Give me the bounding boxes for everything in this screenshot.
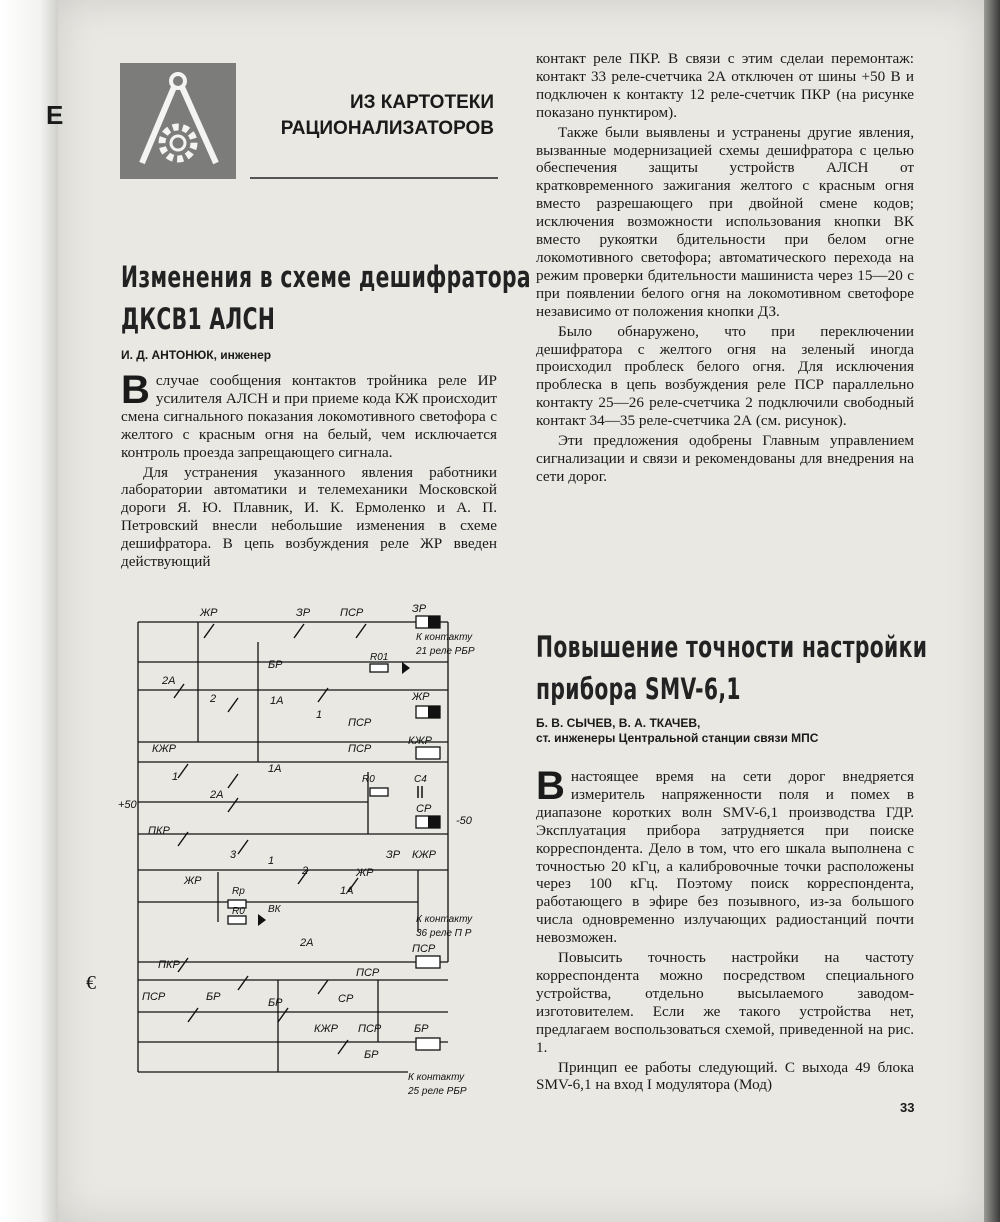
label-k-contact: К контакту [416,632,473,643]
section-rule [250,177,498,179]
label-1a: 1А [270,695,284,707]
article2-authors [536,716,818,746]
label-zhr: ЖР [184,875,202,887]
article1-paragraph: Эти предложения одобрены Главным управлением сигнализации и связи и рекомендованы для внедрения на сети дорог. [536,432,914,485]
label-r01: R01 [370,652,389,663]
label-1: 1 [268,855,275,867]
article2-paragraph: Принцип ее работы следующий. С выхода 49 блока SMV-6,1 на вход I модулятора (Мод) [536,1058,914,1094]
label-zhr: ЖР [412,691,430,703]
compass-gear-icon [120,63,236,179]
label-psr: ПСР [348,743,372,755]
article2-authors-role: ст. инженеры Центральной станции связи МПС [536,731,819,745]
article1-paragraph: Также были выявлены и устранены другие явления, вызванные модернизацией схемы дешифратора с целью обеспечения защиты устройств АЛСН от кратковременного зажигания желтого с красным огня вместо разрешающего при двойной смене кодов; исключения возможности использования кнопки ВК вместо рукоятки бдительности при белом огне локомотивного светофора; автоматического перехода на режим проверки бдительности машиниста через 15—20 с при появлении белого огня на локомотивном светофоре независимо от положения кнопки ДЗ. [536,123,914,320]
label-r0: R0 [362,774,375,785]
article2-authors-names: Б. В. СЫЧЕВ, В. А. ТКАЧЕВ, [536,716,701,730]
label-zr: ЗР [296,607,311,619]
label-2a: 2А [300,937,314,949]
label-sr: СР [416,803,432,815]
label-psr: ПСР [142,991,166,1003]
article1-paragraph: Для устранения указанного явления работники лаборатории автоматики и телемеханики Московской дороги Я. Ю. Плавник, И. К. Ермоленко и А. П. Петровский внесли небольшие изменения в схеме дешифратора. В цепь возбуждения реле ЖР введен действующий [121,463,497,571]
page-number: 33 [900,1100,915,1115]
article1-column-right [536,50,914,488]
label-br: БР [364,1049,379,1061]
magazine-page [46,0,984,1222]
label-plus50: +50 [118,799,137,811]
section-logo [120,63,236,179]
label-k-contact: К контакту [408,1072,465,1083]
label-br: БР [206,991,221,1003]
article1-paragraph: контакт реле ПКР. В связи с этим сделаи перемонтаж: контакт 33 реле-счетчика 2А отключен от шины +50 В и подключен к контакту 12 реле-счетчик ПКР (на рисунке показано пунктиром). [536,50,914,121]
label-r0: R0 [232,906,245,917]
label-minus50: -50 [456,815,472,827]
article2-paragraph: Повысить точность настройки на частоту корреспондента можно посредством специального устройства, отдельно высылаемого заводом-изготовителем. Если же такого устройства нет, предлагаем воспользоваться схемой, приведенной на рис. 1. [536,949,914,1056]
label-psr: ПСР [358,1023,382,1035]
label-k-contact: К контакту [416,914,473,925]
label-psr: ПСР [356,967,380,979]
section-title-line2: РАЦИОНАЛИЗАТОРОВ [280,118,494,139]
label-2a: 2А [210,789,224,801]
label-kzhr: КЖР [408,735,432,747]
dropcap: В [121,368,150,412]
article1-title-line2: ДКСВ1 АЛСН [121,302,276,336]
margin-mark: Е [46,100,64,130]
label-zr: ЗР [386,849,401,861]
article2-paragraph: Внастоящее время на сети дорог внедряется измеритель напряженности поля и помех в диапазоне коротких волн SMV-6,1 производства ГДР. Эксплуатация прибора затрудняется при поиске корреспондента. Дело в том, что его шкала выполнена с точностью 20 кГц, а калибровочные точки расположены через 100 кГц. Поэтому поиск корреспондента, работающего в эфире без позывного, из-за большого числа одновременно излучающих радиостанций почти невозможен. [536,764,914,947]
label-kzhr: КЖР [314,1023,338,1035]
dropcap: В [536,764,565,808]
label-kzhr: КЖР [152,743,176,755]
article2-title-line1: Повышение точности настройки [536,630,928,664]
label-zhr: ЖР [200,607,218,619]
right-page-edge [984,0,1000,1222]
label-br: БР [414,1023,429,1035]
label-pkr: ПКР [158,959,180,971]
label-2a: 2А [162,675,176,687]
label-zhr: ЖР [356,867,374,879]
label-psr: ПСР [340,607,364,619]
label-psr: ПСР [348,717,372,729]
label-3: 3 [230,849,237,861]
margin-mark: € [86,972,96,994]
label-kzhr: КЖР [412,849,436,861]
section-title-line1: ИЗ КАРТОТЕКИ [349,92,494,113]
article1-paragraph: Было обнаружено, что при переключении дешифратора с желтого огня на зеленый иногда происходил проблеск белого огня. Для исключения проблеска в цепь возбуждения реле ПСР параллельно контакту 25—26 реле-счетчика 2 подключили свободный контакт 34—35 реле-счетчика 2А (см. рисунок). [536,322,914,430]
label-2: 2 [302,865,309,877]
label-to-25: 25 реле РБР [408,1086,467,1097]
label-pkr: ПКР [148,825,170,837]
label-1a: 1А [340,885,354,897]
article1-column-left [121,368,497,573]
label-zr: ЗР [412,603,427,615]
label-rp: Rp [232,886,245,897]
label-c4: C4 [414,774,427,785]
label-br: БР [268,997,283,1009]
article2-column [536,764,914,1096]
section-title [258,90,494,142]
circuit-diagram [118,602,498,1100]
label-br: БР [268,659,283,671]
article1-author: И. Д. АНТОНЮК, инженер [121,348,272,362]
label-vk: ВК [268,904,281,915]
article1-title-line1: Изменения в схеме дешифратора [121,260,531,294]
label-1: 1 [316,709,323,721]
label-2: 2 [210,693,217,705]
label-psr: ПСР [412,943,436,955]
label-sr: СР [338,993,354,1005]
label-1: 1 [172,771,179,783]
left-page-edge [0,0,58,1222]
article2-title-line2: прибора SMV-6,1 [536,672,741,706]
label-to-21: 21 реле РБР [416,646,475,657]
article1-paragraph: Вслучае сообщения контактов тройника реле ИР усилителя АЛСН и при приеме кода КЖ происходит смена сигнального показания локомотивного светофора с желтого с красным огня на белый, чем исключается контроль проезда запрещающего сигнала. [121,368,497,461]
label-to-36: 36 реле П Р [416,928,472,939]
label-1a: 1А [268,763,282,775]
